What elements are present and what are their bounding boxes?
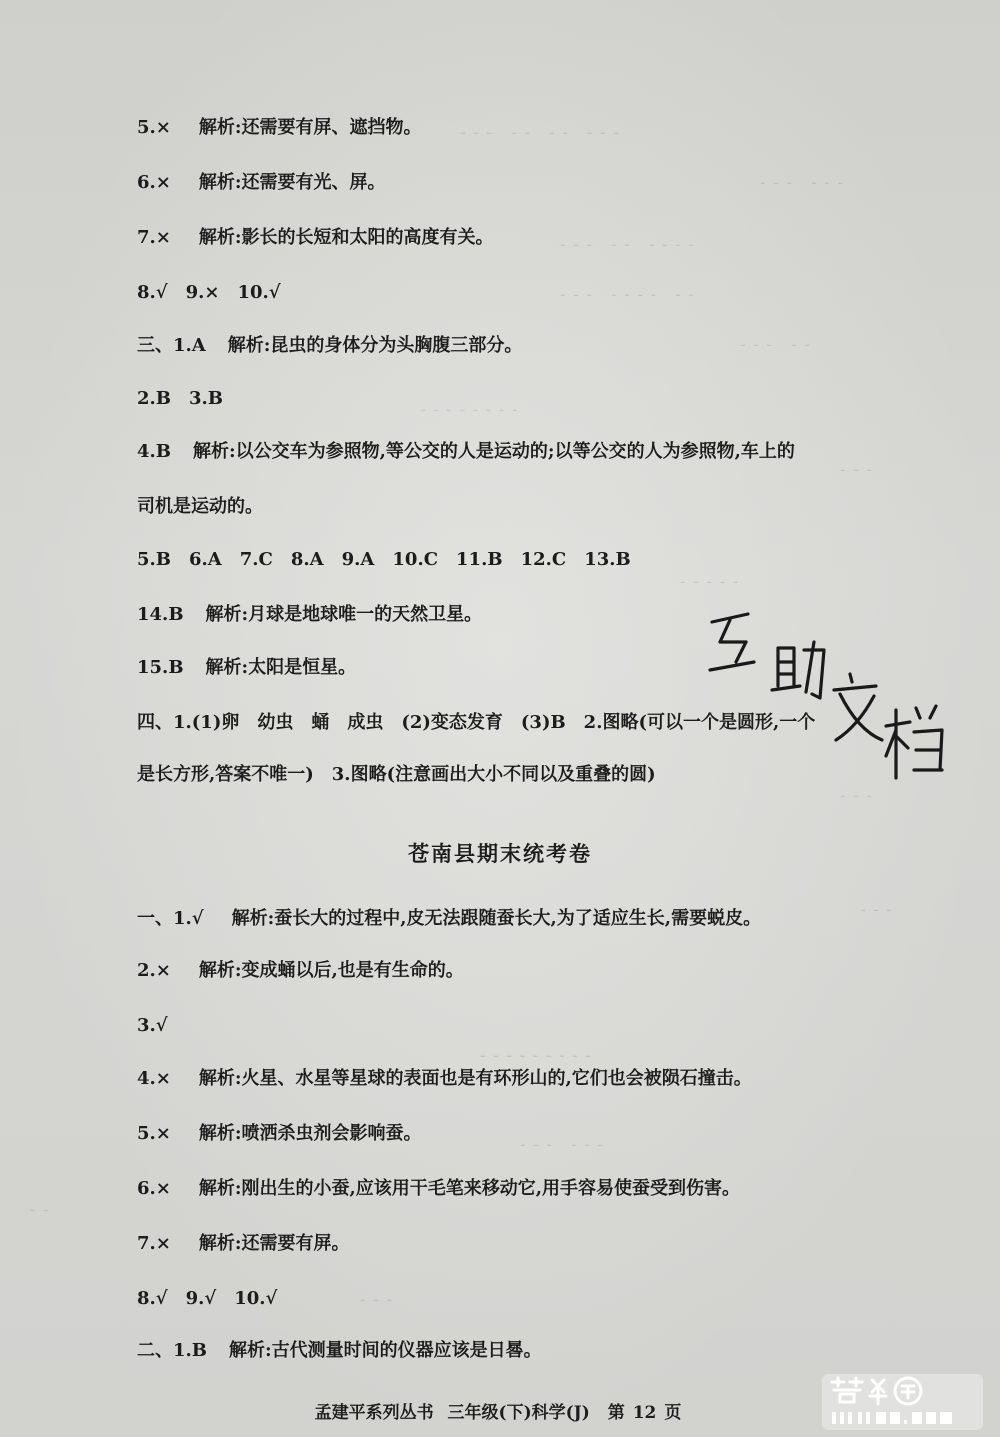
bleed-through-texture: - - - bbox=[840, 786, 874, 806]
answer-line bbox=[137, 227, 494, 249]
bleed-through-texture: - - - - - - - - - bbox=[480, 1046, 592, 1066]
answer-number: 7.× bbox=[137, 227, 171, 248]
answer-line bbox=[137, 388, 223, 410]
answer-line bbox=[137, 117, 422, 139]
analysis-label: 解析 bbox=[198, 1178, 235, 1199]
answer-number: 三、1.A bbox=[137, 335, 206, 356]
analysis-label: 解析 bbox=[198, 1068, 235, 1089]
footer-series: 孟建平系列丛书 bbox=[314, 1403, 434, 1423]
answer-number: 14.B bbox=[137, 604, 184, 625]
answer-text: 司机是运动的。 bbox=[137, 496, 263, 517]
answer-line bbox=[137, 960, 464, 982]
analysis-label: 解析 bbox=[198, 227, 235, 248]
bleed-through-texture: - - - - - - - - - - bbox=[460, 123, 620, 143]
bleed-through-texture: - - - - - - - - bbox=[420, 400, 519, 420]
answer-line bbox=[137, 549, 631, 571]
analysis-label: 解析 bbox=[229, 1340, 266, 1361]
analysis-label: 解析 bbox=[205, 657, 242, 678]
analysis-text: :刚出生的小蚕,应该用干毛笔来移动它,用手容易使蚕受到伤害。 bbox=[234, 1178, 741, 1199]
bleed-through-texture: - - - - - - bbox=[520, 1135, 605, 1155]
answer-text: 是长方形,答案不唯一) 3.图略(注意画出大小不同以及重叠的圆) bbox=[137, 764, 656, 785]
analysis-text: :太阳是恒星。 bbox=[241, 657, 357, 678]
analysis-text: :古代测量时间的仪器应该是日晷。 bbox=[265, 1340, 542, 1361]
bleed-through-texture: - - - - - bbox=[680, 572, 740, 592]
answer-number: 7.× bbox=[137, 1233, 171, 1254]
answer-line bbox=[137, 764, 656, 786]
answer-line bbox=[137, 335, 522, 357]
analysis-label: 解析 bbox=[227, 335, 264, 356]
analysis-text: :昆虫的身体分为头胸腹三部分。 bbox=[263, 335, 523, 356]
answer-line bbox=[137, 1233, 350, 1255]
section-title: 苍南县期末统考卷 bbox=[408, 841, 592, 866]
bleed-through-texture: - - - - - - bbox=[760, 173, 845, 193]
answer-line bbox=[137, 1178, 740, 1200]
footer-page bbox=[604, 1403, 686, 1423]
analysis-text: :月球是地球唯一的天然卫星。 bbox=[241, 604, 483, 625]
analysis-text: :还需要有屏。 bbox=[234, 1233, 350, 1254]
analysis-text: :喷洒杀虫剂会影响蚕。 bbox=[234, 1123, 422, 1144]
answer-line bbox=[137, 1288, 277, 1310]
watermark-logo bbox=[820, 1372, 985, 1432]
bleed-through-texture: - - - - - - - - - bbox=[560, 235, 696, 255]
footer-grade-subject: 三年级(下)科学(J) bbox=[447, 1403, 590, 1423]
answer-number: 5.× bbox=[137, 117, 171, 138]
bleed-through-texture: - - - bbox=[860, 900, 894, 920]
bleed-through-texture: - - - - - - - - - bbox=[560, 285, 696, 305]
answer-number: 4.× bbox=[137, 1068, 171, 1089]
answer-line bbox=[137, 1068, 752, 1090]
analysis-label: 解析 bbox=[231, 908, 268, 929]
answer-text: 四、1.(1)卵 幼虫 蛹 成虫 (2)变态发育 (3)B 2.图略(可以一个是圆形,一个 bbox=[137, 712, 816, 733]
analysis-text: :火星、水星等星球的表面也是有环形山的,它们也会被陨石撞击。 bbox=[234, 1068, 752, 1089]
answer-line bbox=[137, 441, 795, 463]
answer-number: 6.× bbox=[137, 1178, 171, 1199]
answer-line bbox=[137, 282, 281, 304]
analysis-text: :还需要有屏、遮挡物。 bbox=[234, 117, 422, 138]
answer-number: 4.B bbox=[137, 441, 172, 462]
bleed-through-texture: - - - bbox=[840, 460, 874, 480]
analysis-text: :影长的长短和太阳的高度有关。 bbox=[234, 227, 494, 248]
footer-page-number: 12 bbox=[632, 1403, 657, 1423]
answer-line bbox=[137, 1015, 168, 1037]
bleed-through-texture: - - - - - bbox=[740, 335, 811, 355]
handwritten-mark bbox=[690, 590, 950, 790]
answer-text: 5.B 6.A 7.C 8.A 9.A 10.C 11.B 12.C 13.B bbox=[137, 549, 631, 570]
bleed-through-texture: - - - bbox=[360, 1290, 394, 1310]
analysis-label: 解析 bbox=[198, 117, 235, 138]
analysis-label: 解析 bbox=[198, 172, 235, 193]
analysis-text: :还需要有光、屏。 bbox=[234, 172, 386, 193]
answer-line bbox=[137, 172, 386, 194]
answer-text: 3.√ bbox=[137, 1015, 168, 1036]
analysis-label: 解析 bbox=[198, 1123, 235, 1144]
answer-number: 15.B bbox=[137, 657, 184, 678]
analysis-text: :以公交车为参照物,等公交的人是运动的;以等公交的人为参照物,车上的 bbox=[229, 441, 795, 462]
analysis-label: 解析 bbox=[198, 960, 235, 981]
analysis-text: :变成蛹以后,也是有生命的。 bbox=[234, 960, 464, 981]
answer-number: 6.× bbox=[137, 172, 171, 193]
answer-line bbox=[137, 1123, 422, 1145]
answer-number: 5.× bbox=[137, 1123, 171, 1144]
bleed-through-texture: - - bbox=[30, 1200, 50, 1220]
answer-line bbox=[137, 908, 761, 930]
answer-text: 8.√ 9.√ 10.√ bbox=[137, 1288, 278, 1309]
answer-number: 一、1.√ bbox=[137, 908, 204, 929]
answer-line bbox=[137, 657, 356, 679]
answer-text: 8.√ 9.× 10.√ bbox=[137, 282, 281, 303]
analysis-text: :蚕长大的过程中,皮无法跟随蚕长大,为了适应生长,需要蜕皮。 bbox=[267, 908, 762, 929]
analysis-label: 解析 bbox=[193, 441, 230, 462]
answer-number: 二、1.B bbox=[137, 1340, 208, 1361]
answer-text: 2.B 3.B bbox=[137, 388, 224, 409]
answer-line bbox=[137, 496, 263, 518]
answer-line bbox=[137, 1340, 542, 1362]
analysis-label: 解析 bbox=[198, 1233, 235, 1254]
answer-line bbox=[137, 604, 482, 626]
analysis-label: 解析 bbox=[205, 604, 242, 625]
answer-number: 2.× bbox=[137, 960, 171, 981]
footer-page-suffix: 页 bbox=[664, 1403, 682, 1423]
footer-page-prefix: 第 bbox=[607, 1403, 625, 1423]
